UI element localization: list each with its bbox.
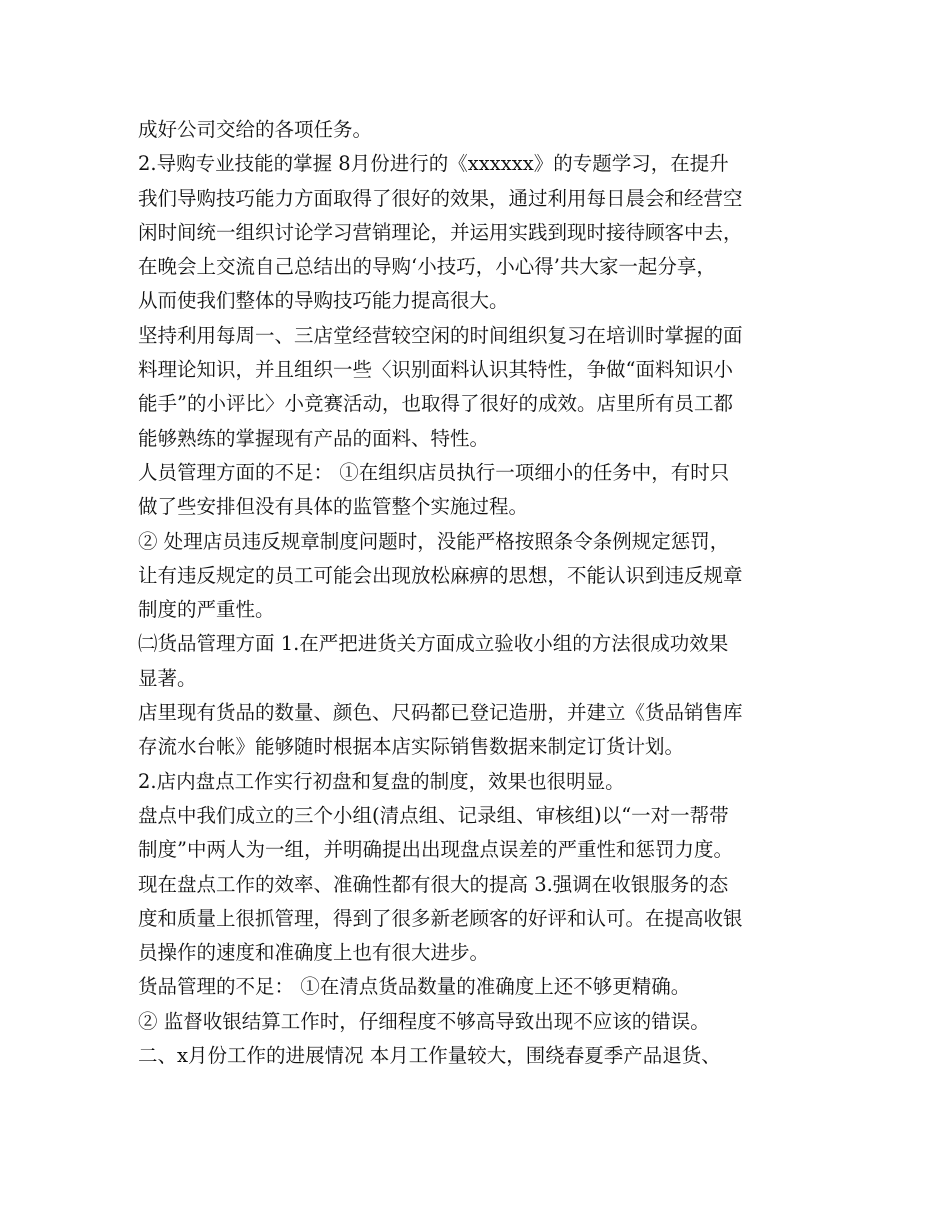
text-line: 做了些安排但没有具体的监管整个实施过程。 [138, 495, 529, 519]
text-line: 成好公司交给的各项任务。 [138, 118, 373, 141]
text-line: 在晚会上交流自己总结出的导购‘小技巧，小心得’共大家一起分享， [138, 255, 716, 279]
text-line: 人员管理方面的不足： ①在组织店员执行一项细小的任务中，有时只 [138, 460, 730, 484]
text-line: 让有违反规定的员工可能会出现放松麻痹的思想，不能认识到违反规章 [138, 563, 743, 587]
text-line: 显著。 [138, 666, 197, 690]
text-line: 从而使我们整体的导购技巧能力提高很大。 [138, 289, 509, 313]
text-line: 能手”的小评比〉小竞赛活动，也取得了很好的成效。店里所有员工都 [138, 392, 733, 416]
text-line: 能够熟练的掌握现有产品的面料、特性。 [138, 426, 490, 450]
text-line: 2.导购专业技能的掌握 8月份进行的《xxxxxx》的专题学习，在提升 [138, 152, 729, 176]
text-line: 度和质量上很抓管理，得到了很多新老顾客的好评和认可。在提高收银 [138, 906, 743, 930]
text-line: ② 处理店员违反规章制度问题时，没能严格按照条令条例规定惩罚， [138, 529, 730, 553]
text-line: 坚持利用每周一、三店堂经营较空闲的时间组织复习在培训时掌握的面 [138, 323, 743, 347]
text-line: 员操作的速度和准确度上也有很大进步。 [138, 941, 490, 965]
text-line: ② 监督收银结算工作时，仔细程度不够高导致出现不应该的错误。 [138, 1009, 710, 1033]
text-line: 现在盘点工作的效率、准确性都有很大的提高 3.强调在收银服务的态 [138, 872, 729, 896]
text-line: 店里现有货品的数量、颜色、尺码都已登记造册，并建立《货品销售库 [138, 701, 743, 725]
text-line: 闲时间统一组织讨论学习营销理论，并运用实践到现时接待顾客中去， [138, 220, 743, 244]
text-line: 制度的严重性。 [138, 598, 275, 622]
text-line: 存流水台帐》能够随时根据本店实际销售数据来制定订货计划。 [138, 735, 685, 759]
text-line: 盘点中我们成立的三个小组(清点组、记录组、审核组)以“一对一帮带 [138, 803, 729, 827]
text-line: 2.店内盘点工作实行初盘和复盘的制度，效果也很明显。 [138, 769, 625, 793]
text-line: ㈡货品管理方面 1.在严把进货关方面成立验收小组的方法很成功效果 [138, 632, 729, 656]
text-line: 料理论知识，并且组织一些〈识别面料认识其特性，争做“面料知识小 [138, 358, 733, 382]
text-line: 二、x月份工作的进展情况 本月工作量较大，围绕春夏季产品退货、 [138, 1044, 721, 1068]
text-line: 货品管理的不足： ①在清点货品数量的准确度上还不够更精确。 [138, 975, 691, 999]
text-line: 制度”中两人为一组，并明确提出出现盘点误差的严重性和惩罚力度。 [138, 838, 733, 862]
document-body [138, 113, 818, 1073]
text-line: 我们导购技巧能力方面取得了很好的效果，通过利用每日晨会和经营空 [138, 186, 743, 210]
